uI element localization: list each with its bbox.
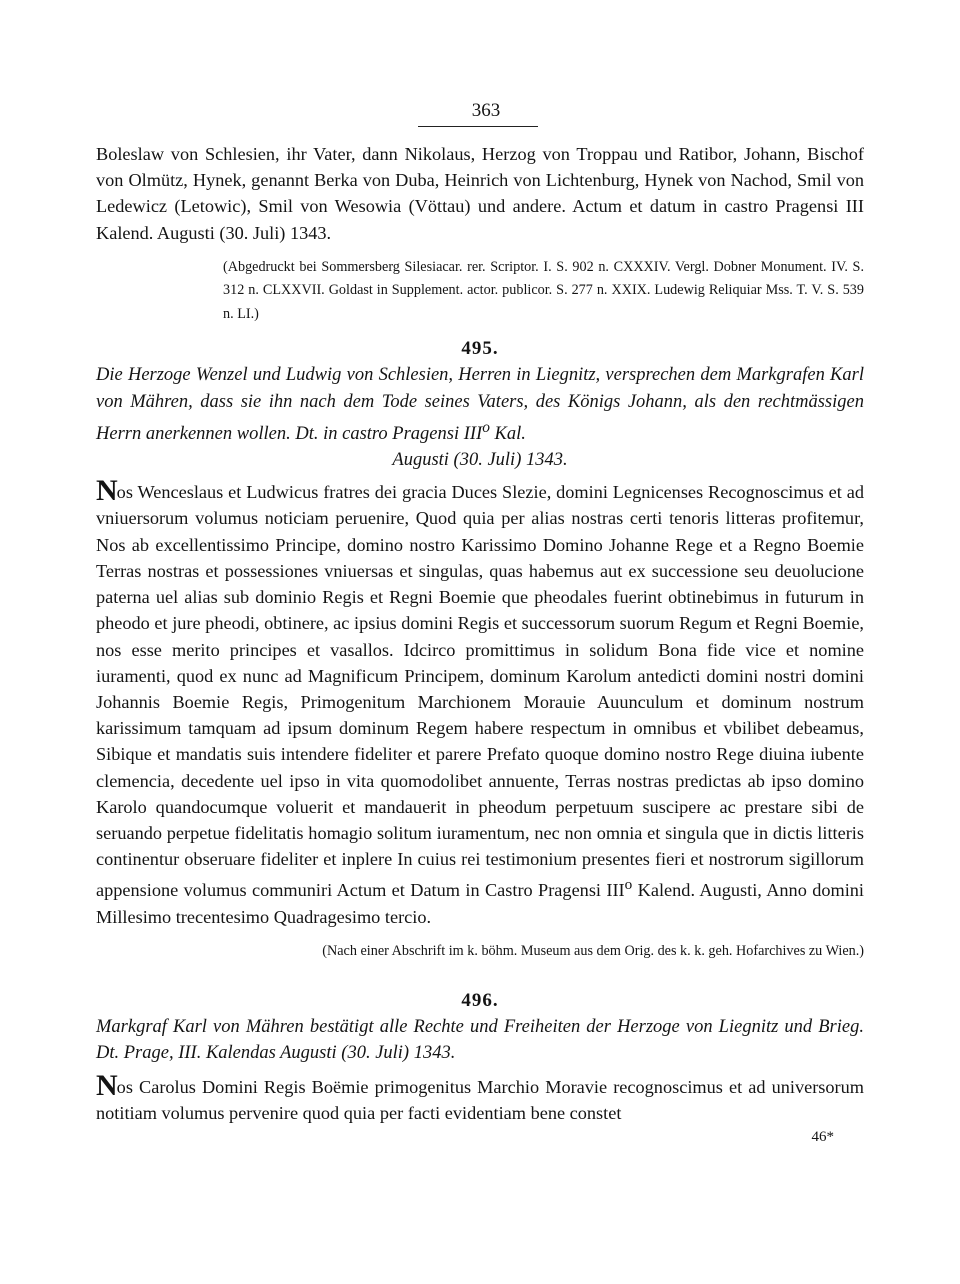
regest-495-sup: o — [482, 418, 490, 436]
page-number: 363 — [471, 100, 501, 121]
initial-letter-496: N — [96, 1069, 117, 1103]
signature-mark: 46* — [811, 1128, 834, 1145]
source-note-495: (Nach einer Abschrift im k. böhm. Museum aus dem Orig. des k. k. geh. Hofarchives zu Wien.) — [322, 942, 864, 959]
continuation-text: Boleslaw von Schlesien, ihr Vater, dann Nikolaus, Herzog von Troppau und Ratibor, Johann, Bischof von Olmütz, Hynek, genannt Berka von Duba, Heinrich von Lichtenburg, Hynek von Nachod, Smil von Ledewicz (Letowic), Smil von Wesowia (Vöttau) und andere. Actum et datum in castro Pragensi III Kalend. Augusti (30. Juli) 1343. — [96, 144, 864, 243]
page — [96, 98, 864, 1147]
document-text-496 — [96, 1069, 864, 1126]
regest-495-main: Die Herzoge Wenzel und Ludwig von Schlesien, Herren in Liegnitz, versprechen dem Markgrafen Karl von Mähren, dass sie ihn nach dem Tode seines Vaters, des Königs Johann, als den rechtmässigen Herrn anerkennen wollen. Dt. in castro Pragensi III — [96, 365, 864, 444]
document-number-496: 496. — [461, 989, 499, 1011]
regest-495-date: Augusti (30. Juli) 1343. — [392, 450, 568, 471]
continuation-note: (Abgedruckt bei Sommersberg Silesiacar. rer. Scriptor. I. S. 902 n. CXXXIV. Vergl. Dobner Monument. IV. S. 312 n. CLXXVII. Goldast in Supplement. actor. publicor. S. 277 n. XXIX. Ludewig Reliquiar Mss. T. V. S. 539 n. LI.) — [223, 258, 864, 322]
text-495-end: Kalend. Augusti, Anno domini Millesimo trecentesimo Quadragesimo tercio. — [96, 880, 865, 927]
text-495-sup: o — [624, 876, 633, 894]
document-text-495 — [96, 474, 865, 930]
regest-496: Markgraf Karl von Mähren bestätigt alle Rechte und Freiheiten der Herzoge von Liegnitz und Brieg. Dt. Prage, III. Kalendas Augusti (30. Juli) 1343. — [96, 1016, 864, 1064]
document-number-495: 495. — [461, 338, 499, 360]
text-496: os Carolus Domini Regis Boëmie primogenitus Marchio Moravie recognoscimus et ad universorum notitiam volumus pervenire quod quia per facti evidentiam bene constet — [96, 1077, 864, 1124]
regest-495 — [96, 362, 864, 473]
text-495-start: os Wenceslaus et Ludwicus fratres dei gracia Duces Slezie, domini Legnicenses Recognoscimus et ad vniuersorum volumus noticiam peruenire, Quod quia per alias nostras certi tenoris litteras profitemur, Nos ab excellentissimo Principe, domino nostro Karissimo Domino Johanne Rege et a Regno Boemie Terras nostras et possessiones vniuersas et singulas, quas habemus aut ex successione seu deuolucione paterna uel alias sub dominio Regis et Regni Boemie que pheodales fuerint obtinebimus in futurum in pheodo et jure pheodi, obtinere, ac ipsius domini Regis et successorum suorum Regum et Regni Boemie, nos esse merito principes et vasallos. Idcirco promittimus in solidum Bona fide vice et nomine iuramenti, quod ex nunc ad Magnificum Principem, dominum Karolum antedicti domini nostri domini Johannis Boemie Regis, Primogenitum Marchionem Morauie Auunculum et dominum nostrum karissimum tamquam ad ipsum dominum Regem habere respectum in omnibus et vbilibet debeamus, Sibique et mandatis suis intendere fideliter et parere Prefato quoque domino nostro Rege diuina iubente clemencia, decedente uel ipso in vita quomodolibet annuente, Terras nostras predictas ab ipso domino Karolo quandocumque voluerit et mandauerit in pheodum perpetuum suscipere ac prestare sibi de seruando perpetue fidelitatis homagio solitum iuramentum, nec non omnia et singula que in dictis litteris continentur obseruare fideliter et inplere In cuius rei testimonium presentes fieri et nostrorum sigillorum appensione volumus communiri Actum et Datum in Castro Pragensi III — [96, 482, 864, 901]
regest-495-end: Kal. — [489, 423, 526, 444]
initial-letter-495: N — [96, 474, 117, 508]
